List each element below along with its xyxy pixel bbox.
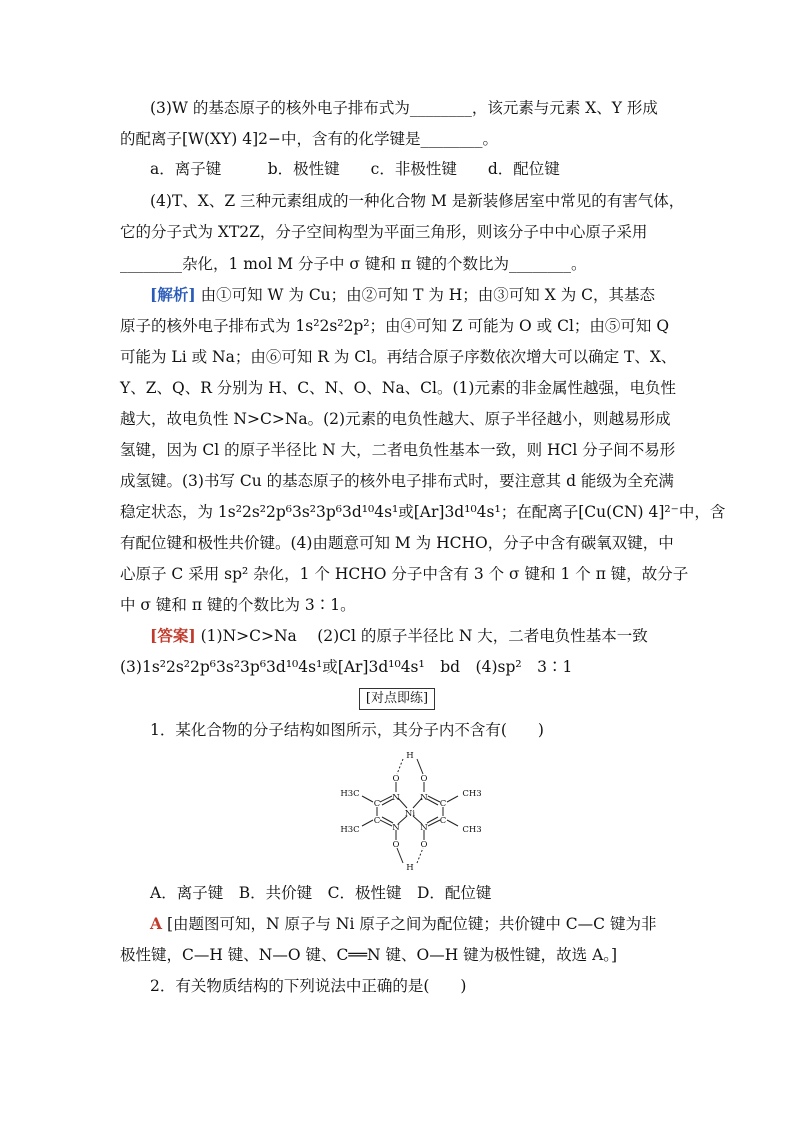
q1-options: A．离子键 B．共价键 C．极性键 D．配位键: [150, 884, 492, 902]
q1-explain-line-1: A [由题图可知，N 原子与 Ni 原子之间为配位键；共价键中 C—C 键为非: [150, 914, 657, 933]
atom-c-4: C: [439, 816, 447, 826]
section-tag: [对点即练]: [0, 688, 794, 710]
q1-stem: 1．某化合物的分子结构如图所示，其分子内不含有( ): [150, 721, 544, 739]
answer-line-1: [答案] (1)N>C>Na (2)Cl 的原子半径比 N 大，二者电负性基本一致: [150, 626, 648, 645]
atom-o-3: O: [392, 840, 400, 850]
analysis-tag: [解析]: [150, 285, 196, 304]
atom-o-1: O: [392, 774, 400, 784]
analysis-line-1: [解析] 由①可知 W 为 Cu；由②可知 T 为 H；由③可知 X 为 C，其基态: [150, 285, 655, 304]
atom-n-1: N: [392, 793, 400, 803]
q3-options: a．离子键 b．极性键 c．非极性键 d．配位键: [150, 160, 560, 178]
atom-n-4: N: [420, 823, 428, 833]
analysis-line-11: 中 σ 键和 π 键的个数比为 3∶1。: [120, 596, 356, 614]
q3-line1: (3)W 的基态原子的核外电子排布式为________，该元素与元素 X、Y 形成: [150, 99, 658, 117]
atom-h-bottom: H: [406, 863, 414, 873]
atom-o-4: O: [420, 840, 428, 850]
atom-o-2: O: [420, 774, 428, 784]
q4-line1: (4)T、X、Z 三种元素组成的一种化合物 M 是新装修居室中常见的有害气体，: [150, 192, 685, 210]
analysis-line-6: 氢键，因为 Cl 的原子半径比 N 大，二者电负性基本一致，则 HCl 分子间不易形: [120, 441, 676, 459]
atom-ni: Ni: [404, 809, 416, 819]
atom-c-2: C: [439, 799, 447, 809]
analysis-line-8: 稳定状态，为 1s²2s²2p⁶3s²3p⁶3d¹⁰4s¹或[Ar]3d¹⁰4s¹；在配离子[Cu(CN) 4]²⁻中，含: [120, 503, 726, 521]
q1-answer-letter: A: [150, 914, 163, 933]
molecule-figure: [330, 746, 490, 876]
atom-n-3: N: [392, 823, 400, 833]
methyl-2: H3C: [340, 825, 360, 835]
analysis-line-10: 心原子 C 采用 sp² 杂化，1 个 HCHO 分子中含有 3 个 σ 键和 1 个 π 键，故分子: [120, 565, 689, 583]
atom-c-1: C: [373, 799, 381, 809]
methyl-1: H3C: [340, 789, 360, 799]
answer-tag: [答案]: [150, 626, 196, 645]
analysis-line-9: 有配位键和极性共价键。(4)由题意可知 M 为 HCHO，分子中含有碳氧双键，中: [120, 534, 674, 552]
analysis-line-5: 越大，故电负性 N>C>Na。(2)元素的电负性越大、原子半径越小，则越易形成: [120, 410, 671, 428]
analysis-line-4: Y、Z、Q、R 分别为 H、C、N、O、Na、Cl。(1)元素的非金属性越强，电负性: [120, 379, 676, 397]
atom-n-2: N: [420, 793, 428, 803]
analysis-line-2: 原子的核外电子排布式为 1s²2s²2p²；由④可知 Z 可能为 O 或 Cl；由⑤可知 Q: [120, 317, 670, 335]
answer-line-2: (3)1s²2s²2p⁶3s²3p⁶3d¹⁰4s¹或[Ar]3d¹⁰4s¹ bd (4)sp² 3∶1: [120, 658, 573, 676]
methyl-3: CH3: [462, 789, 482, 799]
methyl-4: CH3: [462, 825, 482, 835]
q2-stem: 2．有关物质结构的下列说法中正确的是( ): [150, 977, 467, 995]
atom-h-top: H: [406, 751, 414, 761]
q1-explain-line-2: 极性键，C—H 键、N—O 键、C══N 键、O—H 键为极性键，故选 A。]: [120, 946, 618, 964]
q3-line2: 的配离子[W(XY) 4]2−中，含有的化学键是________。: [120, 130, 499, 148]
analysis-line-7: 成氢键。(3)书写 Cu 的基态原子的核外电子排布式时，要注意其 d 能级为全充满: [120, 472, 674, 490]
q4-line3: ________杂化，1 mol M 分子中 σ 键和 π 键的个数比为________。: [120, 255, 587, 273]
q4-line2: 它的分子式为 XT2Z，分子空间构型为平面三角形，则该分子中中心原子采用: [120, 223, 648, 241]
analysis-line-3: 可能为 Li 或 Na；由⑥可知 R 为 Cl。再结合原子序数依次增大可以确定 T、X、: [120, 348, 677, 366]
atom-c-3: C: [373, 816, 381, 826]
